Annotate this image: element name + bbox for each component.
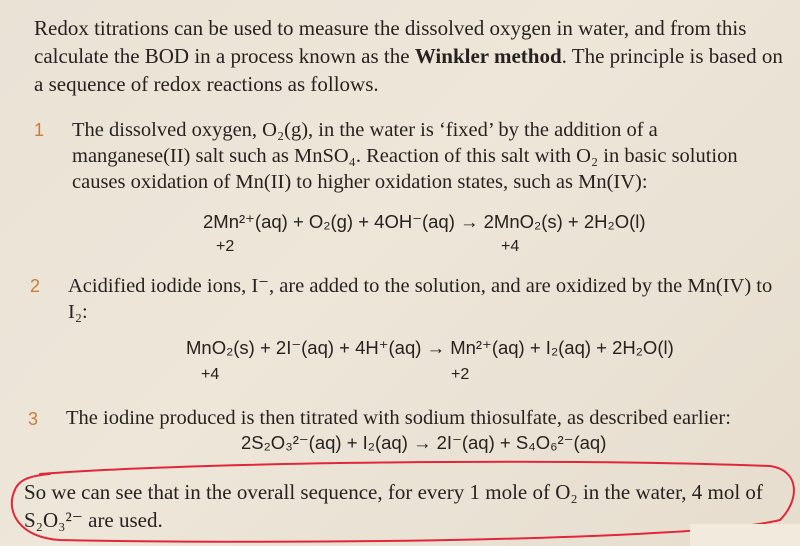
step-3-number: 3 [28,409,39,429]
intro-text-end: . The principle is based on a sequence of redox reactions as follows. [34,44,783,96]
step-2-oxidation-left: +4 [201,366,220,383]
intro-text: Redox titrations can be used to measure the dissolved oxygen in water, and from this calculate the BOD in a process known as the [34,16,747,68]
step-2-oxidation-right: +2 [451,366,470,383]
step-3-text: The iodine produced is then titrated with sodium thiosulfate, as described earlier: [66,407,731,429]
step-2-text: Acidified iodide ions, I⁻, are added to the solution, and are oxidized by the Mn(IV) to I₂: [68,275,773,323]
intro-paragraph [34,14,786,98]
step-1-text: The dissolved oxygen, O₂(g), in the water is ‘fixed’ by the addition of a manganese(II) salt such as MnSO₄. Reaction of this salt with O₂ in basic solution causes oxidation of Mn(II) to higher oxidation states, such as Mn(IV): [72,119,738,193]
page-edge [690,524,800,546]
step-2-number: 2 [30,276,41,296]
step-3-equation: 2S₂O₃²⁻(aq) + I₂(aq) → 2I⁻(aq) + S₄O₆²⁻(aq) [241,432,607,453]
step-1-oxidation-right: +4 [501,238,520,255]
winkler-method-term: Winkler method [414,44,562,68]
conclusion-text: So we can see that in the overall sequence, for every 1 mole of O₂ in the water, 4 mol of S₂O₃²⁻ are used. [24,480,763,532]
step-1-equation: 2Mn²⁺(aq) + O₂(g) + 4OH⁻(aq) → 2MnO₂(s) + 2H₂O(l) [203,211,646,232]
step-1-number: 1 [34,120,45,140]
step-1-oxidation-left: +2 [216,238,235,255]
step-2-equation: MnO₂(s) + 2I⁻(aq) + 4H⁺(aq) → Mn²⁺(aq) + I₂(aq) + 2H₂O(l) [186,337,674,358]
